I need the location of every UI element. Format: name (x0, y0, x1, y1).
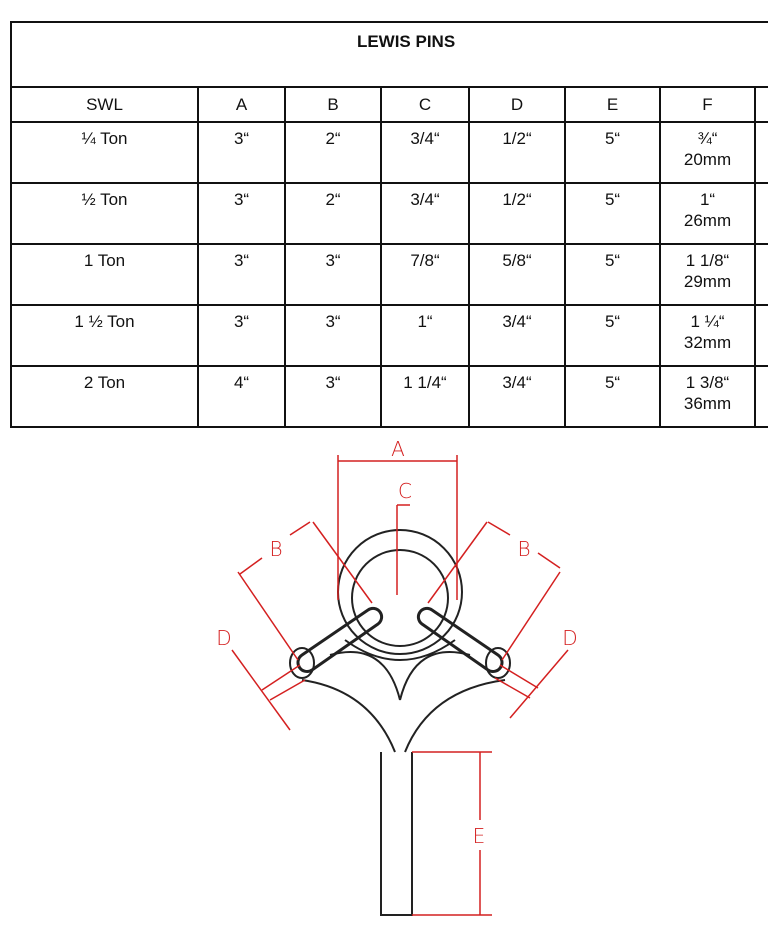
lewis-pins-table (10, 21, 768, 428)
body-outline (302, 640, 505, 915)
header-e: E (565, 87, 660, 122)
header-swl: SWL (11, 87, 198, 122)
cell-f-mm: 36mm (683, 394, 732, 413)
header-f: F (660, 87, 755, 122)
label-a: A (391, 437, 405, 461)
cell-c: 7/8“ (381, 244, 469, 305)
cell-f-mm: 20mm (683, 150, 732, 169)
cell-f-mm: 26mm (683, 211, 732, 230)
lewis-pin-drawing (0, 420, 768, 930)
label-b-left: B (269, 537, 283, 561)
cell-f-inch: 1 1/8“ (685, 251, 730, 270)
label-b-right: B (517, 537, 531, 561)
table-row (11, 305, 768, 366)
label-d-right: D (562, 626, 578, 650)
cell-b: 2“ (285, 122, 381, 183)
cell-f-inch: 1 3/8“ (685, 373, 730, 392)
cell-c: 1“ (381, 305, 469, 366)
cell-c: 3/4“ (381, 122, 469, 183)
cell-d: 5/8“ (469, 244, 565, 305)
cell-d: 3/4“ (469, 305, 565, 366)
cell-f (660, 122, 755, 183)
table-row (11, 122, 768, 183)
cell-d: 1/2“ (469, 183, 565, 244)
cell-f (660, 366, 755, 427)
header-c: C (381, 87, 469, 122)
cell-f-inch: 1“ (699, 190, 716, 209)
cell-x (755, 366, 768, 427)
table-row (11, 183, 768, 244)
header-row (11, 87, 768, 122)
cell-f (660, 183, 755, 244)
label-d-left: D (216, 626, 232, 650)
cell-a: 3“ (198, 122, 285, 183)
cell-d: 1/2“ (469, 122, 565, 183)
cell-a: 4“ (198, 366, 285, 427)
cell-x (755, 122, 768, 183)
cell-e: 5“ (565, 244, 660, 305)
cell-c: 3/4“ (381, 183, 469, 244)
cell-swl: 1 ½ Ton (11, 305, 198, 366)
cell-f-inch: ¾“ (697, 129, 718, 148)
cell-c: 1 1/4“ (381, 366, 469, 427)
cell-b: 3“ (285, 305, 381, 366)
cell-b: 2“ (285, 183, 381, 244)
label-c: C (398, 479, 412, 503)
cell-f-mm: 29mm (683, 272, 732, 291)
cell-swl: 1 Ton (11, 244, 198, 305)
cell-b: 3“ (285, 244, 381, 305)
cell-e: 5“ (565, 122, 660, 183)
cell-e: 5“ (565, 183, 660, 244)
header-d: D (469, 87, 565, 122)
cell-swl: 2 Ton (11, 366, 198, 427)
ring-outer (338, 530, 462, 654)
left-pin (298, 608, 382, 671)
cell-swl: ¼ Ton (11, 122, 198, 183)
header-b: B (285, 87, 381, 122)
cell-x (755, 305, 768, 366)
cell-x (755, 183, 768, 244)
cell-b: 3“ (285, 366, 381, 427)
header-a: A (198, 87, 285, 122)
cell-f-inch: 1 ¼“ (690, 312, 725, 331)
cell-e: 5“ (565, 305, 660, 366)
right-pin (418, 608, 502, 671)
table-row (11, 244, 768, 305)
cell-e: 5“ (565, 366, 660, 427)
label-e: E (472, 824, 486, 848)
cell-a: 3“ (198, 183, 285, 244)
header-extra (755, 87, 768, 122)
cell-f (660, 244, 755, 305)
table-title: LEWIS PINS (11, 22, 768, 87)
cell-f (660, 305, 755, 366)
cell-x (755, 244, 768, 305)
cell-a: 3“ (198, 305, 285, 366)
cell-f-mm: 32mm (683, 333, 732, 352)
table-row (11, 366, 768, 427)
cell-swl: ½ Ton (11, 183, 198, 244)
cell-a: 3“ (198, 244, 285, 305)
cell-d: 3/4“ (469, 366, 565, 427)
